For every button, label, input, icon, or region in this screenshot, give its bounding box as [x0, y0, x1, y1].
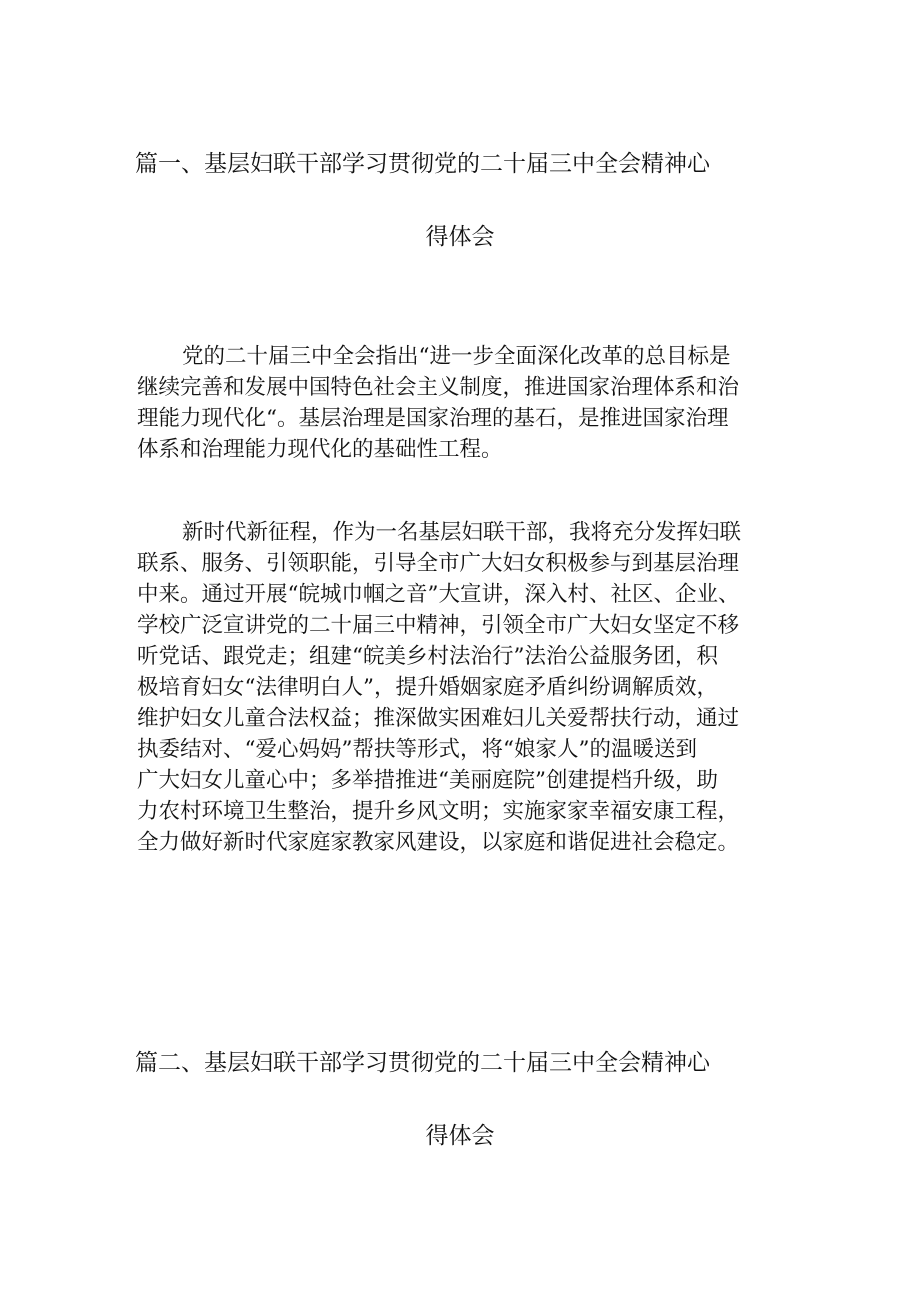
paragraph-2-line: 联系、服务、引领职能，引导全市广大妇女积极参与到基层治理: [137, 551, 740, 576]
paragraph-1-line: 党的二十届三中全会指出“进一步全面深化改革的总目标是: [182, 344, 731, 369]
paragraph-2-line: 维护妇女儿童合法权益；推深做实困难妇儿关爱帮扶行动，通过: [137, 706, 740, 731]
paragraph-2-line: 执委结对、“爱心妈妈”帮扶等形式，将“娘家人”的温暖送到: [137, 737, 697, 762]
section-2-title-line-1: 篇二、基层妇联干部学习贯彻党的二十届三中全会精神心: [135, 1050, 710, 1076]
paragraph-2-line: 学校广泛宣讲党的二十届三中精神，引领全市广大妇女坚定不移: [137, 613, 740, 638]
section-2-title-line-2: 得体会: [425, 1123, 495, 1149]
paragraph-1-line: 体系和治理能力现代化的基础性工程。: [137, 437, 503, 462]
paragraph-1-line: 继续完善和发展中国特色社会主义制度，推进国家治理体系和治: [137, 375, 740, 400]
paragraph-2-line: 广大妇女儿童心中；多举措推进“美丽庭院”创建提档升级，助: [137, 768, 718, 793]
paragraph-2-line: 力农村环境卫生整治，提升乡风文明；实施家家幸福安康工程，: [137, 799, 740, 824]
paragraph-1-line: 理能力现代化“。基层治理是国家治理的基石，是推进国家治理: [137, 406, 729, 431]
paragraph-2: [137, 515, 797, 856]
paragraph-2-line: 极培育妇女“法律明白人”，提升婚姻家庭矛盾纠纷调解质效，: [137, 675, 718, 700]
paragraph-1: [137, 339, 797, 463]
section-1-title-line-2: 得体会: [425, 224, 495, 250]
paragraph-2-line: 全力做好新时代家庭家教家风建设，以家庭和谐促进社会稳定。: [137, 830, 740, 855]
paragraph-2-line: 中来。通过开展“皖城巾帼之音”大宣讲，深入村、社区、企业、: [137, 582, 740, 607]
paragraph-2-line: 新时代新征程，作为一名基层妇联干部，我将充分发挥妇联: [182, 520, 742, 545]
paragraph-2-line: 听党话、跟党走；组建“皖美乡村法治行”法治公益服务团，积: [137, 644, 718, 669]
section-1-title-line-1: 篇一、基层妇联干部学习贯彻党的二十届三中全会精神心: [135, 151, 710, 177]
